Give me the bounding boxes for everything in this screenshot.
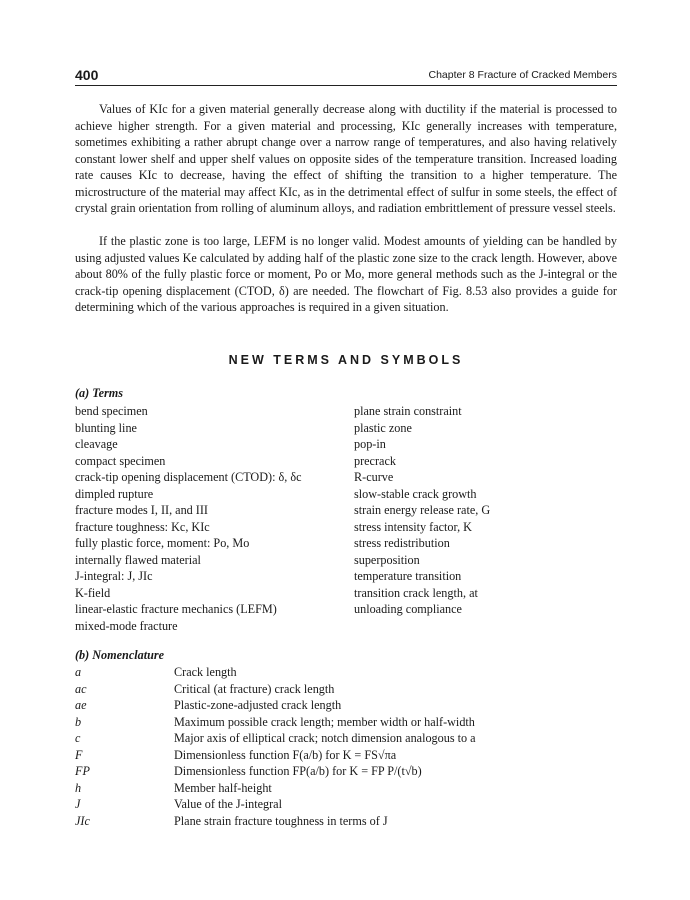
nomenclature-row xyxy=(75,730,617,747)
nomenclature-definition: Dimensionless function F(a/b) for K = FS√πa xyxy=(174,747,397,762)
term-item: stress intensity factor, K xyxy=(354,519,472,534)
term-item: fully plastic force, moment: Po, Mo xyxy=(75,536,250,550)
term-item: bend specimen xyxy=(75,404,148,418)
page-header xyxy=(75,67,617,85)
term-item: J-integral: J, JIc xyxy=(75,569,153,583)
term-item: dimpled rupture xyxy=(75,486,154,501)
nomenclature-definition: Dimensionless function FP(a/b) for K = FP P/(t√b) xyxy=(174,764,422,778)
term-item: fracture toughness: Kc, KIc xyxy=(75,519,210,534)
nomenclature-row xyxy=(75,747,617,764)
nomenclature-row xyxy=(75,780,617,797)
term-item: mixed-mode fracture xyxy=(75,618,178,633)
nomenclature-symbol: JIc xyxy=(75,813,90,828)
nomenclature-definition: Maximum possible crack length; member width or half-width xyxy=(174,714,475,729)
nomenclature-list xyxy=(75,664,617,829)
nomenclature-symbol: ac xyxy=(75,681,87,696)
term-item: transition crack length, at xyxy=(354,585,478,600)
term-item: crack-tip opening displacement (CTOD): δ, δc xyxy=(75,470,302,484)
nomenclature-row xyxy=(75,796,617,813)
term-item: plastic zone xyxy=(354,420,412,435)
nomenclature-symbol: ae xyxy=(75,698,87,712)
term-item: cleavage xyxy=(75,437,118,451)
body-paragraph-1: Values of KIc for a given material generally decrease along with ductility if the material is processed to achieve higher strength. For a given material and processing, KIc generally increases with temperature, sometimes exhibiting a rather abrupt change over a narrow range of temperatures, and also having relatively constant lower shelf and upper shelf values on opposite sides of the temperature transition. Increased loading rate causes KIc to decrease, having the effect of shifting the transition to a higher temperature. The microstructure of the material may affect KIc, as in the detrimental effect of sulfur in some steels, the effect of crystal grain orientation from rolling of aluminum alloys, and radiation embrittlement of pressure vessel steels. xyxy=(75,102,617,215)
term-item: unloading compliance xyxy=(354,602,462,616)
nomenclature-definition: Crack length xyxy=(174,665,237,679)
nomenclature-row xyxy=(75,813,617,830)
term-item: plane strain constraint xyxy=(354,404,462,418)
nomenclature-row xyxy=(75,763,617,780)
term-item: pop-in xyxy=(354,437,386,451)
body-paragraph-2: If the plastic zone is too large, LEFM is no longer valid. Modest amounts of yielding can be handled by using adjusted values Ke calculated by adding half of the plastic zone size to the crack length. However, above about 80% of the fully plastic force or moment, Po or Mo, more general methods such as the J-integral or the crack-tip opening displacement (CTOD, δ) are needed. The flowchart of Fig. 8.53 also provides a guide for determining which of the various approaches is required in a given situation. xyxy=(75,234,617,314)
term-item: slow-stable crack growth xyxy=(354,486,477,501)
terms-right-column xyxy=(354,403,619,618)
term-item: strain energy release rate, G xyxy=(354,503,491,517)
nomenclature-symbol: a xyxy=(75,665,82,679)
term-item: fracture modes I, II, and III xyxy=(75,503,208,517)
header-rule xyxy=(75,85,617,86)
nomenclature-definition: Critical (at fracture) crack length xyxy=(174,681,335,696)
nomenclature-row xyxy=(75,714,617,731)
nomenclature-symbol: h xyxy=(75,780,82,795)
nomenclature-symbol: F xyxy=(75,747,83,762)
term-item: compact specimen xyxy=(75,453,166,468)
nomenclature-row xyxy=(75,681,617,698)
term-item: superposition xyxy=(354,552,420,567)
nomenclature-heading: (b) Nomenclature xyxy=(75,648,165,662)
nomenclature-definition: Member half-height xyxy=(174,780,272,795)
section-title: NEW TERMS AND SYMBOLS xyxy=(228,353,464,367)
terms-left-column xyxy=(75,403,355,634)
nomenclature-symbol: FP xyxy=(75,764,90,778)
term-item: precrack xyxy=(354,453,396,468)
nomenclature-definition: Major axis of elliptical crack; notch dimension analogous to a xyxy=(174,731,476,745)
term-item: stress redistribution xyxy=(354,536,450,550)
terms-heading: (a) Terms xyxy=(75,386,123,400)
page-number: 400 xyxy=(75,67,99,83)
nomenclature-row xyxy=(75,697,617,714)
term-item: blunting line xyxy=(75,420,137,435)
nomenclature-definition: Value of the J-integral xyxy=(174,797,282,811)
nomenclature-symbol: J xyxy=(75,797,81,811)
nomenclature-symbol: c xyxy=(75,731,81,745)
running-head: Chapter 8 Fracture of Cracked Members xyxy=(428,69,617,81)
nomenclature-symbol: b xyxy=(75,714,82,729)
nomenclature-definition: Plane strain fracture toughness in terms of J xyxy=(174,813,388,828)
term-item: R-curve xyxy=(354,470,394,484)
term-item: K-field xyxy=(75,585,111,600)
term-item: temperature transition xyxy=(354,569,462,583)
nomenclature-definition: Plastic-zone-adjusted crack length xyxy=(174,698,342,712)
term-item: linear-elastic fracture mechanics (LEFM) xyxy=(75,602,277,616)
term-item: internally flawed material xyxy=(75,552,201,567)
nomenclature-row xyxy=(75,664,617,681)
